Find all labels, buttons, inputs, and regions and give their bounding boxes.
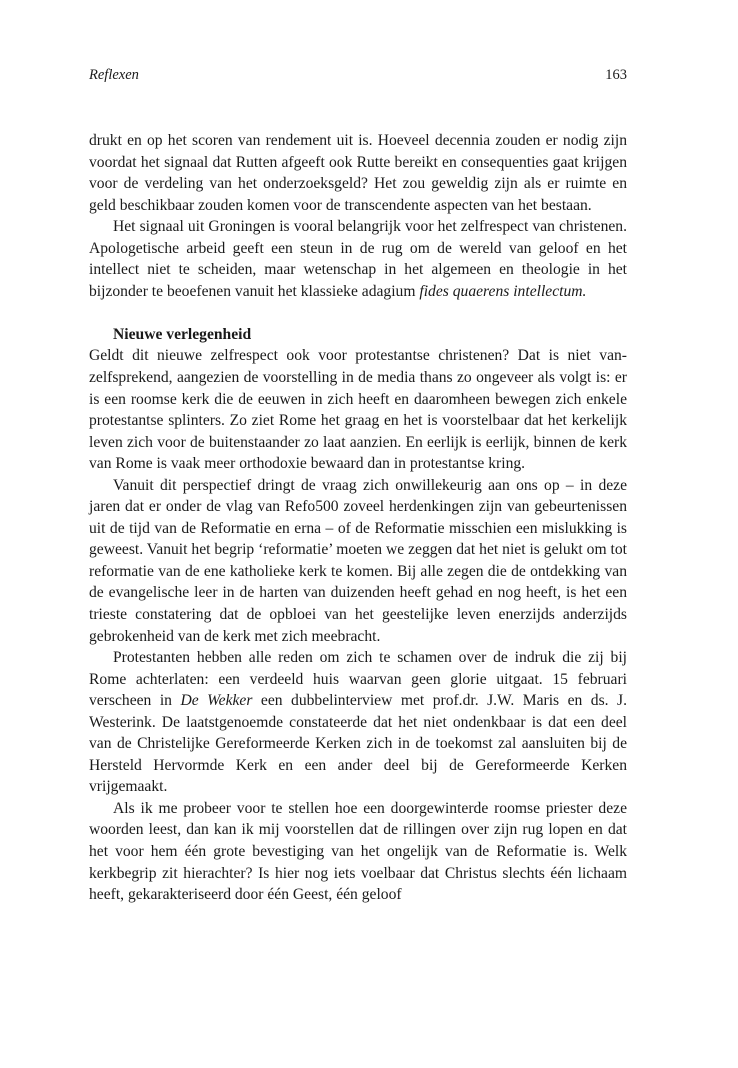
running-header: [89, 66, 627, 84]
paragraph-2: [89, 216, 627, 302]
page-number: 163: [605, 67, 627, 83]
paragraph-2-text: Het signaal uit Groningen is vooral belangrijk voor het zelfrespect van christenen. Apologetische arbeid geeft een steun in de rug om de wereld van geloof en het intellect niet te scheiden, maar wetenschap in het algemeen en theologie in het bijzonder te beoefenen vanuit het klassieke adagium: [89, 218, 627, 300]
paragraph-5-part-2: een dubbelinterview met prof.dr. J.W. Maris en ds. J. Westerink. De laatstgenoemde constateerde dat het niet ondenkbaar is dat een deel van de Christelijke Gereformeerde Kerken zich in de toekomst zal aansluiten bij de Hersteld Hervormde Kerk en een ander deel bij de Gereformeerde Kerken vrijgemaakt.: [89, 692, 627, 796]
paragraph-6: Als ik me probeer voor te stellen hoe een doorgewinterde roomse priester deze woorden leest, dan kan ik mij voorstellen dat de rillingen over zijn rug lopen en dat het voor hem één grote bevestiging van het ongelijk van de Reformatie is. Welk kerkbegrip zit hierachter? Is hier nog iets voelbaar dat Christus slechts één lichaam heeft, gekarakteriseerd door één Geest, één geloof: [89, 799, 627, 904]
section-title: Reflexen: [89, 67, 139, 83]
section-heading: Nieuwe verlegenheid: [113, 325, 252, 343]
paragraph-5-part-1: Protestanten hebben alle reden om zich te schamen over de indruk die zij bij Rome achterlaten: een verdeeld huis waarvan geen glorie uitgaat. 15 februari verscheen in: [89, 649, 627, 710]
latin-adagium: fides quaerens intellectum.: [419, 282, 587, 300]
paragraph-1: drukt en op het scoren van rendement uit is. Hoeveel decennia zouden er nodig zijn voordat het signaal dat Rutten afgeeft ook Rutte bereikt en consequenties gaat krijgen voor de verdeling van het onderzoeksgeld? Het zou geweldig zijn als er ruimte en geld beschikbaar zouden komen voor de transcendente aspecten van het bestaan.: [89, 132, 627, 214]
body-text: [89, 130, 627, 906]
paragraph-4: Vanuit dit perspectief dringt de vraag zich onwillekeurig aan ons op – in deze jaren dat er onder de vlag van Refo500 zoveel herdenkingen zijn van gebeurtenissen uit de tijd van de Reformatie en erna – of de Reformatie misschien een mislukking is geweest. Vanuit het begrip ‘reformatie’ moeten we zeggen dat het niet is gelukt om tot reformatie van de ene katholieke kerk te komen. Bij alle zegen die de ontdekking van de evangelische leer in de harten van duizenden heeft gehad en nog heeft, is het een trieste constatering dat de opbloei van het geestelijke leven enerzijds anderzijds gebrokenheid van de kerk met zich meebracht.: [89, 476, 627, 645]
paragraph-3: Geldt dit nieuwe zelfrespect ook voor protestantse christenen? Dat is niet vanzelfsprekend, aangezien de voorstelling in de media thans zo ongeveer als volgt is: er is een roomse kerk die de eeuwen in zich heeft en daaromheen bewegen zich enkele protestantse splinters. Zo ziet Rome het graag en het is voorstelbaar dat het kerkelijk leven zich voor de buitenstaander zo laat aanzien. En eerlijk is eerlijk, binnen de kerk van Rome is vaak meer orthodoxie bewaard dan in protestantse kring.: [89, 347, 627, 473]
newspaper-title: De Wekker: [180, 692, 253, 710]
paragraph-5: [89, 647, 627, 798]
